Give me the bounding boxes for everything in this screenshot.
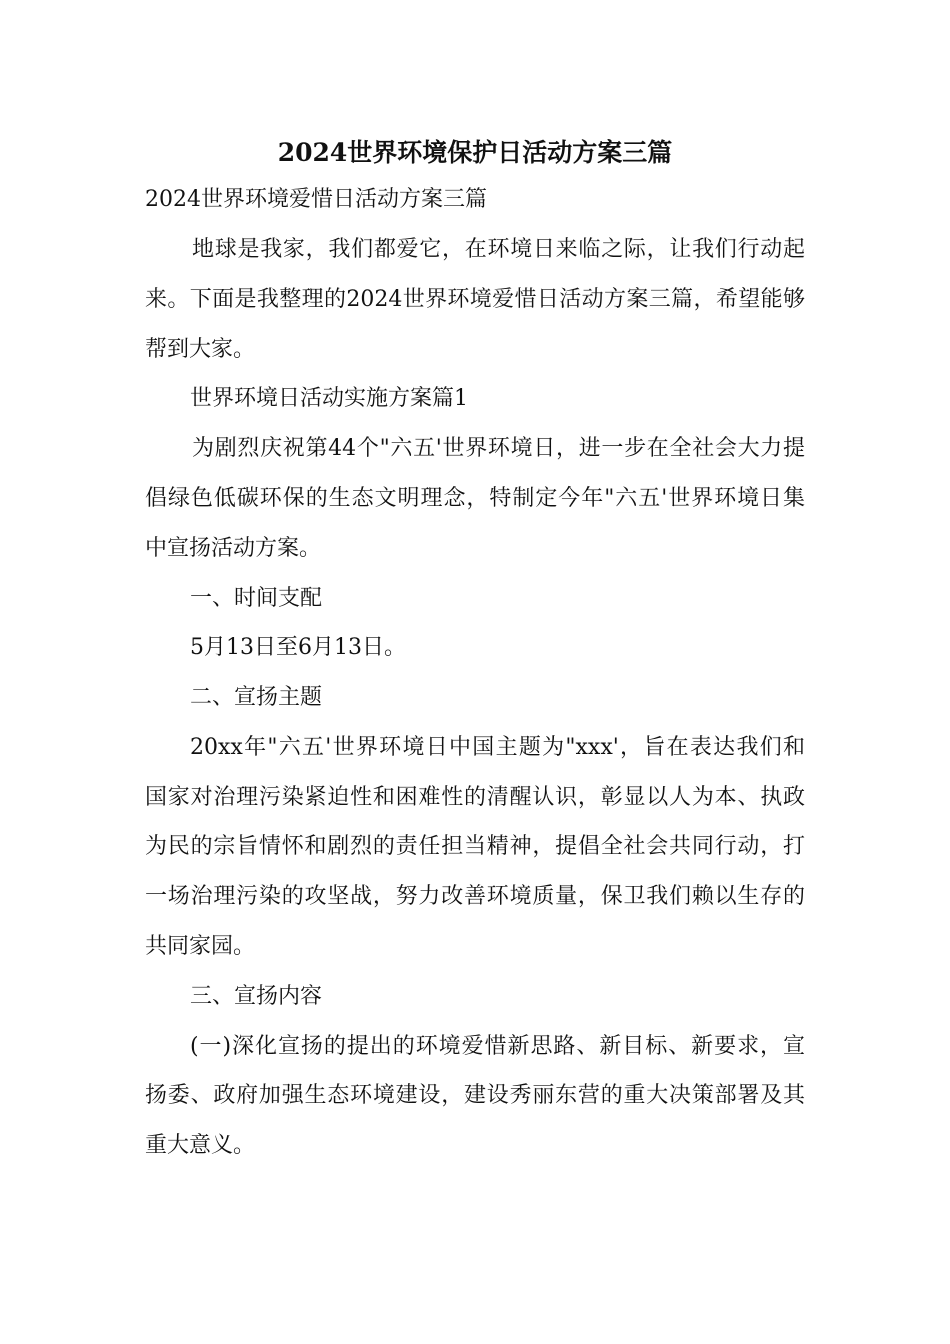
document-title: 2024世界环境保护日活动方案三篇 xyxy=(277,138,673,167)
purpose-line-3: 中宣扬活动方案。 xyxy=(145,536,322,561)
section-1-heading: 一、时间支配 xyxy=(190,586,323,611)
section-3-heading: 三、宣扬内容 xyxy=(190,984,323,1009)
theme-line-4: 一场治理污染的攻坚战，努力改善环境质量，保卫我们赖以生存的 xyxy=(145,884,805,909)
theme-line-5: 共同家园。 xyxy=(145,934,256,959)
content-line-2: 扬委、政府加强生态环境建设，建设秀丽东营的重大决策部署及其 xyxy=(145,1083,805,1108)
theme-line-3: 为民的宗旨情怀和剧烈的责任担当精神，提倡全社会共同行动，打 xyxy=(145,834,805,859)
content-line-1: (一)深化宣扬的提出的环境爱惜新思路、新目标、新要求，宣 xyxy=(190,1034,805,1059)
section-1-body: 5月13日至6月13日。 xyxy=(190,635,406,660)
theme-line-1: 20xx年"六五'世界环境日中国主题为"xxx'，旨在表达我们和 xyxy=(190,735,805,760)
theme-line-2: 国家对治理污染紧迫性和困难性的清醒认识，彰显以人为本、执政 xyxy=(145,785,805,810)
purpose-line-1: 为剧烈庆祝第44个"六五'世界环境日，进一步在全社会大力提 xyxy=(192,436,805,461)
intro-line-1: 地球是我家，我们都爱它，在环境日来临之际，让我们行动起 xyxy=(192,237,805,262)
content-line-3: 重大意义。 xyxy=(145,1133,256,1158)
plan-heading: 世界环境日活动实施方案篇1 xyxy=(190,386,468,411)
intro-line-3: 帮到大家。 xyxy=(145,337,256,362)
intro-line-2: 来。下面是我整理的2024世界环境爱惜日活动方案三篇，希望能够 xyxy=(145,287,805,312)
document-subtitle: 2024世界环境爱惜日活动方案三篇 xyxy=(145,187,487,212)
section-2-heading: 二、宣扬主题 xyxy=(190,685,323,710)
purpose-line-2: 倡绿色低碳环保的生态文明理念，特制定今年"六五'世界环境日集 xyxy=(145,486,805,511)
